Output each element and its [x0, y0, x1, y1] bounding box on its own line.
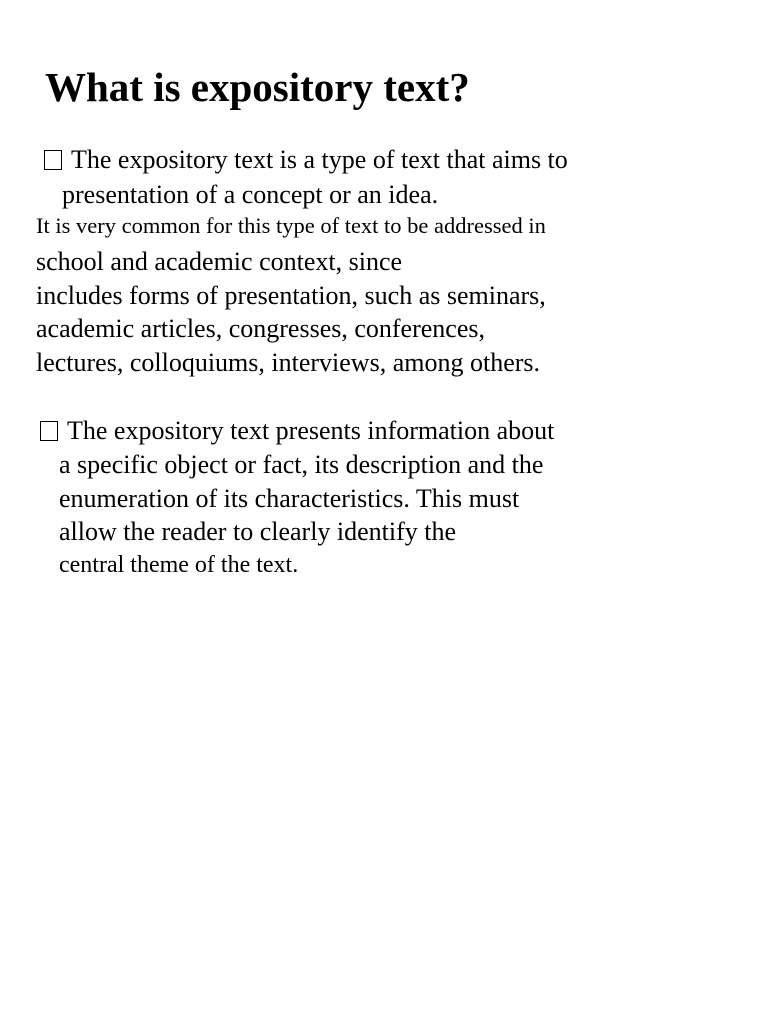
bullet-1-line-2: presentation of a concept or an idea.	[62, 180, 439, 209]
bullet-2-line-5: central theme of the text.	[59, 552, 299, 578]
bullet-2-text-1: The expository text presents information about	[67, 416, 555, 445]
bullet-1-line-7: lectures, colloquiums, interviews, among others.	[36, 348, 541, 377]
bullet-1-line-1	[44, 143, 568, 177]
missing-glyph-box-icon	[40, 421, 58, 441]
missing-glyph-box-icon	[44, 150, 62, 170]
bullet-1-line-4: school and academic context, since	[36, 247, 403, 276]
page-title: What is expository text?	[45, 64, 470, 110]
bullet-2-line-4: allow the reader to clearly identify the	[59, 517, 457, 546]
bullet-1-line-3: It is very common for this type of text to be addressed in	[36, 213, 546, 238]
bullet-1-line-6: academic articles, congresses, conferences,	[36, 314, 485, 343]
bullet-1-text-1: The expository text is a type of text that aims to	[71, 145, 568, 174]
bullet-1-line-5: includes forms of presentation, such as seminars,	[36, 281, 546, 310]
bullet-2-line-2: a specific object or fact, its description and the	[59, 450, 544, 479]
bullet-2-line-1	[40, 414, 554, 448]
bullet-2-line-3: enumeration of its characteristics. This must	[59, 484, 520, 513]
